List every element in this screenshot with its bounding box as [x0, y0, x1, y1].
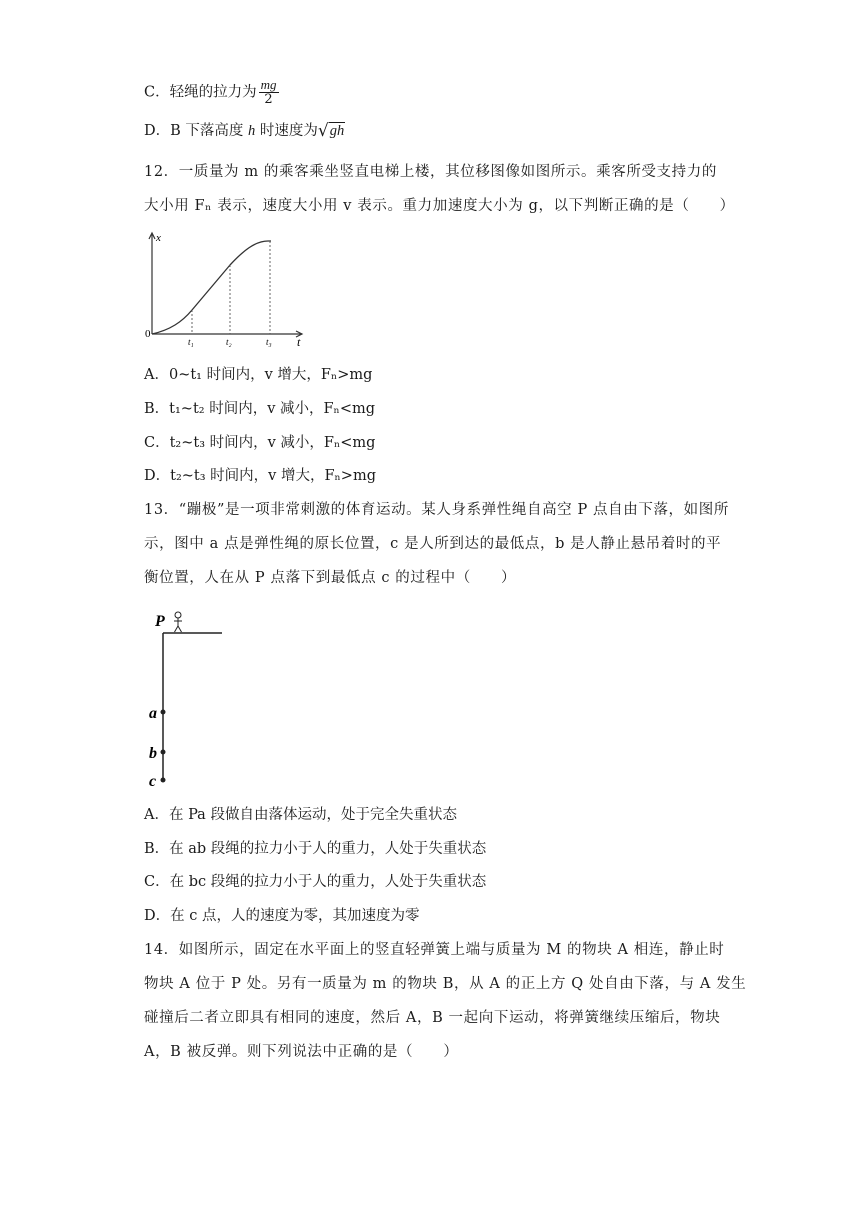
point-a	[161, 710, 166, 715]
q12-option-c: C．t₂~t₃ 时间内，v 减小，Fₙ<mg	[144, 435, 376, 451]
q14-stem-line3: 碰撞后二者立即具有相同的速度，然后 A，B 一起向下运动，将弹簧继续压缩后，物块	[144, 1010, 721, 1026]
q13-option-b: B．在 ab 段绳的拉力小于人的重力，人处于失重状态	[144, 841, 487, 857]
fraction	[259, 78, 279, 107]
q13-stem-line1: 13．“蹦极”是一项非常刺激的体育运动。某人身系弹性绳自高空 P 点自由下落，如图所	[144, 502, 729, 518]
label-b: b	[149, 745, 157, 762]
option-11d	[144, 121, 345, 141]
x-axis-label: t	[297, 335, 301, 349]
q13-bungee-figure	[145, 600, 235, 792]
q13-stem-line3: 衡位置，人在从 P 点落下到最低点 c 的过程中（ ）	[144, 570, 517, 586]
q13-option-a: A．在 Pa 段做自由落体运动，处于完全失重状态	[144, 807, 457, 823]
option-11d-text: D．B 下落高度	[144, 123, 248, 139]
label-p: P	[155, 613, 165, 630]
sqrt-expression: √ gh	[317, 121, 345, 141]
fraction-denominator: 2	[264, 92, 273, 107]
q13-stem-line2: 示，图中 a 点是弹性绳的原长位置，c 是人所到达的最低点，b 是人静止悬吊着时的平	[144, 536, 722, 552]
q14-stem-line2: 物块 A 位于 P 处。另有一质量为 m 的物块 B，从 A 的正上方 Q 处自由下落，与 A 发生	[144, 976, 747, 992]
q12-option-b: B．t₁~t₂ 时间内，v 减小，Fₙ<mg	[144, 401, 376, 417]
fraction-numerator: mg	[260, 77, 277, 92]
option-11d-mid: 时速度为	[255, 123, 318, 139]
label-c: c	[149, 773, 157, 790]
q12-option-a: A．0~t₁ 时间内，v 增大，Fₙ>mg	[144, 367, 373, 383]
option-11c-text: C．轻绳的拉力为	[144, 84, 257, 101]
q12-displacement-graph	[140, 228, 310, 350]
tick-t3: t₃	[266, 337, 272, 347]
origin-label: 0	[145, 328, 151, 340]
tick-t1: t₁	[188, 337, 194, 347]
option-11d-var: h	[248, 123, 256, 139]
q12-option-d: D．t₂~t₃ 时间内，v 增大，Fₙ>mg	[144, 468, 376, 484]
q12-stem-line1: 12．一质量为 m 的乘客乘坐竖直电梯上楼，其位移图像如图所示。乘客所受支持力的	[144, 164, 717, 180]
sqrt-radicand: gh	[329, 123, 345, 139]
option-11c	[144, 78, 279, 107]
point-c	[161, 778, 166, 783]
q12-stem-line2: 大小用 Fₙ 表示，速度大小用 v 表示。重力加速度大小为 g，以下判断正确的是（ ）	[144, 198, 735, 214]
label-a: a	[149, 705, 157, 722]
q14-stem-line1: 14．如图所示，固定在水平面上的竖直轻弹簧上端与质量为 M 的物块 A 相连，静止时	[144, 942, 725, 958]
tick-t2: t₂	[226, 337, 232, 347]
person-icon	[174, 612, 182, 632]
displacement-curve	[152, 241, 271, 334]
q13-option-c: C．在 bc 段绳的拉力小于人的重力，人处于失重状态	[144, 874, 487, 890]
y-axis-label: x	[156, 232, 161, 244]
point-b	[161, 750, 166, 755]
q13-option-d: D．在 c 点，人的速度为零，其加速度为零	[144, 908, 420, 924]
q14-stem-line4: A，B 被反弹。则下列说法中正确的是（ ）	[144, 1044, 459, 1060]
